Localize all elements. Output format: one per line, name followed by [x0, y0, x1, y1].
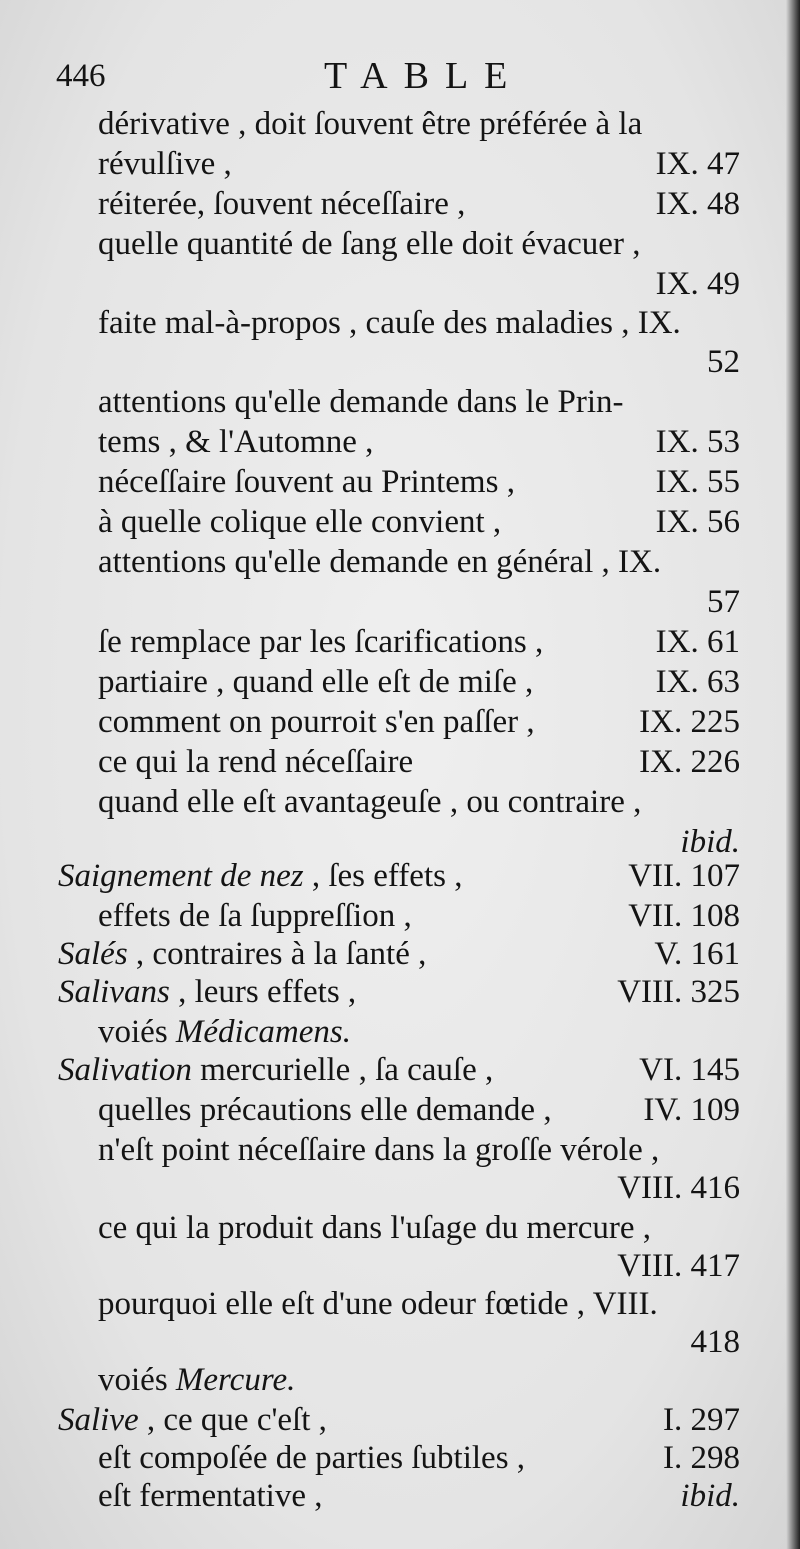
index-line: [0, 226, 800, 263]
index-line: [0, 664, 800, 701]
entry-text: attentions qu'elle demande dans le Prin-: [98, 384, 624, 420]
entry-heading-line: [58, 858, 462, 895]
index-line: [0, 1052, 800, 1089]
entry-subline: [98, 1014, 351, 1051]
entry-text: , leurs effets ,: [169, 974, 357, 1010]
entry-subline: [98, 106, 642, 143]
index-line: [0, 1362, 800, 1399]
index-line: [0, 784, 800, 821]
page-reference: I. 297: [663, 1402, 740, 1438]
entry-text: quand elle eſt avantageuſe , ou contraire ,: [98, 784, 642, 820]
entry-text: à quelle colique elle convient ,: [98, 504, 502, 540]
index-line: [0, 624, 800, 661]
entry-text: quelles précautions elle demande ,: [98, 1092, 552, 1128]
page-reference: 418: [690, 1324, 740, 1360]
entry-heading-line: [58, 1402, 327, 1439]
entry-text: , contraires à la ſanté ,: [127, 936, 427, 972]
entry-text: révulſive ,: [98, 146, 232, 182]
entry-text: eſt compoſée de parties ſubtiles ,: [98, 1440, 526, 1476]
page-reference: VII. 108: [628, 898, 740, 934]
index-line: [0, 1170, 800, 1207]
entry-subline: [98, 624, 543, 661]
entry-text: , ſes effets ,: [303, 858, 463, 894]
entry-headword: Salive: [58, 1402, 139, 1438]
entry-text: ce qui la rend néceſſaire: [98, 744, 414, 780]
entry-text: eſt fermentative ,: [98, 1478, 323, 1514]
entry-text: ſe remplace par les ſcarifications ,: [98, 624, 544, 660]
entry-text: tems , & l'Automne ,: [98, 424, 374, 460]
cross-reference: Mercure.: [175, 1362, 296, 1398]
entry-text: mercurielle , ſa cauſe ,: [191, 1052, 494, 1088]
entry-text: néceſſaire ſouvent au Printems ,: [98, 464, 515, 500]
entry-text: partiaire , quand elle eſt de miſe ,: [98, 664, 534, 700]
page-reference: ibid.: [680, 1478, 740, 1514]
running-header: [56, 54, 756, 104]
page-reference: IX. 55: [655, 464, 740, 500]
index-line: [0, 106, 800, 143]
entry-text: pourquoi elle eſt d'une odeur fœtide , VIII.: [98, 1286, 658, 1322]
index-line: [0, 1210, 800, 1247]
page-reference: IX. 53: [655, 424, 740, 460]
index-line: [0, 424, 800, 461]
entry-heading-line: [58, 974, 356, 1011]
entry-headword: Salivation: [58, 1052, 192, 1088]
index-line: [0, 704, 800, 741]
entry-heading-line: [58, 1052, 493, 1089]
entry-headword: Salivans: [58, 974, 170, 1010]
page-reference: VII. 107: [628, 858, 740, 894]
entry-subline: [98, 1286, 658, 1323]
page-reference: 57: [707, 584, 740, 620]
index-line: [0, 384, 800, 421]
cross-reference: Médicamens.: [175, 1014, 351, 1050]
page-reference: VIII. 416: [617, 1170, 740, 1206]
entry-subline: [98, 704, 535, 741]
entry-subline: [98, 305, 681, 342]
index-line: [0, 824, 800, 861]
entry-subline: [98, 784, 641, 821]
entry-headword: Salés: [58, 936, 128, 972]
page-reference: 52: [707, 344, 740, 380]
entry-text: ce qui la produit dans l'uſage du mercure ,: [98, 1210, 652, 1246]
page-reference: IX. 226: [639, 744, 740, 780]
index-line: [0, 544, 800, 581]
page-reference: VIII. 325: [617, 974, 740, 1010]
index-line: [0, 1132, 800, 1169]
index-line: [0, 858, 800, 895]
entry-subline: [98, 1132, 659, 1169]
entry-subline: [98, 504, 501, 541]
entry-text: comment on pourroit s'en paſſer ,: [98, 704, 535, 740]
index-line: [0, 1478, 800, 1515]
entry-subline: [98, 1478, 322, 1515]
entry-text: , ce que c'eſt ,: [138, 1402, 327, 1438]
entry-text: quelle quantité de ſang elle doit évacuer ,: [98, 226, 641, 262]
index-line: [0, 1092, 800, 1129]
index-line: [0, 936, 800, 973]
page-reference: VI. 145: [639, 1052, 740, 1088]
entry-subline: [98, 1362, 295, 1399]
index-line: [0, 1286, 800, 1323]
index-line: [0, 186, 800, 223]
index-line: [0, 266, 800, 303]
entry-subline: [98, 464, 515, 501]
index-line: [0, 504, 800, 541]
page-reference: IV. 109: [643, 1092, 740, 1128]
index-line: [0, 305, 800, 342]
entry-text: réiterée, ſouvent néceſſaire ,: [98, 186, 466, 222]
page-reference: IX. 56: [655, 504, 740, 540]
entry-subline: [98, 544, 661, 581]
index-line: [0, 1248, 800, 1285]
entry-subline: [98, 226, 640, 263]
index-line: [0, 344, 800, 381]
entry-text: voiés: [98, 1014, 176, 1050]
index-line: [0, 1014, 800, 1051]
page-number: 446: [56, 58, 106, 94]
entry-subline: [98, 664, 533, 701]
entry-heading-line: [58, 936, 426, 973]
index-line: [0, 898, 800, 935]
entry-text: voiés: [98, 1362, 176, 1398]
page-reference: ibid.: [680, 824, 740, 860]
index-line: [0, 464, 800, 501]
page-reference: V. 161: [654, 936, 740, 972]
entry-subline: [98, 898, 412, 935]
entry-text: attentions qu'elle demande en général , IX.: [98, 544, 662, 580]
page-reference: I. 298: [663, 1440, 740, 1476]
index-line: [0, 1402, 800, 1439]
index-line: [0, 1324, 800, 1361]
index-line: [0, 1440, 800, 1477]
index-line: [0, 584, 800, 621]
entry-subline: [98, 1440, 525, 1477]
entry-subline: [98, 744, 413, 781]
index-line: [0, 146, 800, 183]
entry-text: faite mal-à-propos , cauſe des maladies , IX.: [98, 305, 681, 341]
page-reference: IX. 49: [655, 266, 740, 302]
entry-subline: [98, 1210, 651, 1247]
page-reference: IX. 61: [655, 624, 740, 660]
page-reference: VIII. 417: [617, 1248, 740, 1284]
running-title: TABLE: [324, 55, 524, 97]
entry-text: effets de ſa ſuppreſſion ,: [98, 898, 412, 934]
entry-subline: [98, 186, 465, 223]
entry-subline: [98, 384, 624, 421]
page-reference: IX. 225: [639, 704, 740, 740]
entry-subline: [98, 146, 232, 183]
entry-subline: [98, 1092, 552, 1129]
entry-headword: Saignement de nez: [58, 858, 304, 894]
page-reference: IX. 47: [655, 146, 740, 182]
entry-text: dérivative , doit ſouvent être préférée à la: [98, 106, 643, 142]
page-reference: IX. 63: [655, 664, 740, 700]
index-line: [0, 744, 800, 781]
entry-subline: [98, 424, 373, 461]
page-reference: IX. 48: [655, 186, 740, 222]
entry-text: n'eſt point néceſſaire dans la groſſe vérole ,: [98, 1132, 660, 1168]
index-line: [0, 974, 800, 1011]
